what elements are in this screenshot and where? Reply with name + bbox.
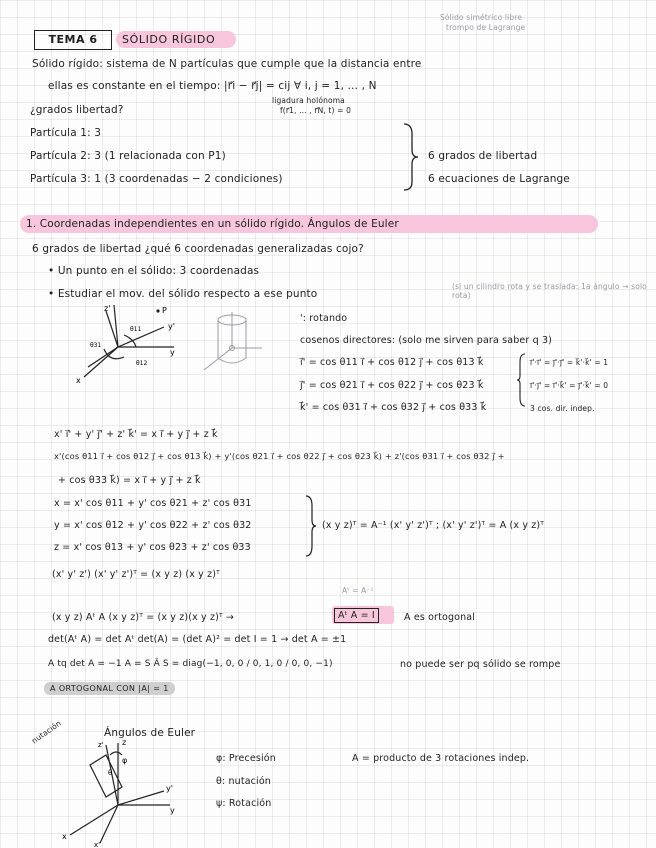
ortho-1: i⃗'·i⃗' = j⃗'·j⃗' = k⃗'·k⃗' = 1 <box>530 358 609 367</box>
label-p: P <box>162 306 167 315</box>
sys-z: z = x' cos θ13 + y' cos θ23 + z' cos θ33 <box>54 542 251 553</box>
vector-eq-2: x'(cos θ11 i⃗ + cos θ12 j⃗ + cos θ13 k⃗) + y'(cos θ21 i⃗ + cos θ22 j⃗ + cos θ23 k⃗) + z'(cos θ31 i⃗ + cos θ32 j⃗ + <box>54 451 505 461</box>
euler-phi: φ <box>122 756 128 765</box>
side-note-1: Sólido simétrico libre <box>440 13 523 22</box>
euler-z: z <box>122 738 127 747</box>
euler-y: y <box>170 806 175 815</box>
euler-xprime: x' <box>94 841 101 848</box>
theta-label: θ: nutación <box>216 776 271 787</box>
orthogonal-label: A es ortogonal <box>404 612 476 623</box>
axes-diagram <box>74 305 174 385</box>
at-note: Aᵗ = A⁻¹ <box>342 586 374 595</box>
eq-k-prime: k⃗' = cos θ31 i⃗ + cos θ32 j⃗ + cos θ33 k⃗ <box>300 402 487 413</box>
row-eq-2: (x y z) Aᵗ A (x y z)ᵀ = (x y z)(x y z)ᵀ → <box>52 612 235 623</box>
rotando-label: ': rotando <box>300 313 348 324</box>
left-brace <box>517 352 527 408</box>
dof-question: ¿grados libertad? <box>30 104 124 116</box>
page-title: SÓLIDO RÍGIDO <box>122 33 216 46</box>
ortho-2: i⃗'·j⃗' = i⃗'·k⃗' = j⃗'·k⃗' = 0 <box>530 381 609 390</box>
particle-2: Partícula 2: 3 (1 relacionada con P1) <box>30 150 226 162</box>
sys-y: y = x' cos θ12 + y' cos θ22 + z' cos θ32 <box>54 520 252 531</box>
label-x: x <box>76 376 81 385</box>
euler-heading: Ángulos de Euler <box>104 727 196 739</box>
phi-label: φ: Precesión <box>216 753 276 764</box>
lagrange-result: 6 ecuaciones de Lagrange <box>428 173 570 185</box>
sys-x: x = x' cos θ11 + y' cos θ21 + z' cos θ31 <box>54 498 252 509</box>
euler-zprime: z' <box>98 741 104 749</box>
right-brace <box>402 122 422 192</box>
bullet-study: • Estudiar el mov. del sólido respecto a ese punto <box>48 288 318 300</box>
dof-result: 6 grados de libertad <box>428 150 538 162</box>
rotations-product: A = producto de 3 rotaciones indep. <box>352 753 530 764</box>
ligadura-eq: f(r⃗1, … , r⃗N, t) = 0 <box>280 106 351 115</box>
counter-note: no puede ser pq sólido se rompe <box>400 659 561 670</box>
vector-eq-3: + cos θ33 k⃗) = x i⃗ + y j⃗ + z k⃗ <box>58 475 201 486</box>
particle-1: Partícula 1: 3 <box>30 127 102 139</box>
vector-eq-1: x' i⃗' + y' j⃗' + z' k⃗' = x i⃗ + y j⃗ + z k⃗ <box>54 429 218 440</box>
section-heading: 1. Coordenadas independientes en un sólido rígido. Ángulos de Euler <box>26 218 399 230</box>
counter-example: A tq det A = −1 A = S Â S = diag(−1, 0, 0 / 0, 1, 0 / 0, 0, −1) <box>48 659 333 669</box>
ortho-3: 3 cos. dir. indep. <box>530 404 595 413</box>
boxed-orthogonal: Aᵗ A = I <box>334 608 379 623</box>
intro-line-2: ellas es constante en el tiempo: |r⃗i − r⃗j| = cij ∀ i, j = 1, … , N <box>48 80 377 92</box>
euler-yprime: y' <box>166 784 173 793</box>
system-brace <box>304 494 316 558</box>
bullet-point: • Un punto en el sólido: 3 coordenadas <box>48 265 260 277</box>
determinant-eq: det(Aᵗ A) = det Aᵗ det(A) = (det A)² = det I = 1 → det A = ±1 <box>48 634 347 645</box>
label-zprime: z' <box>104 304 111 313</box>
tema-box: TEMA 6 <box>34 30 112 50</box>
intro-line-1: Sólido rígido: sistema de N partículas que cumple que la distancia entre <box>32 58 422 70</box>
label-theta11: θ11 <box>130 326 142 333</box>
nutacion-label: nutación <box>30 718 63 746</box>
eq-j-prime: j⃗' = cos θ21 i⃗ + cos θ22 j⃗ + cos θ23 k⃗ <box>300 380 484 391</box>
label-theta31: θ31 <box>90 342 102 349</box>
label-y: y <box>170 348 175 357</box>
cosenos-label: cosenos directores: (solo me sirven para saber q 3) <box>300 335 552 346</box>
row-eq-1: (x' y' z') (x' y' z')ᵀ = (x y z) (x y z)ᵀ <box>52 569 220 580</box>
euler-x: x <box>62 832 67 841</box>
eq-i-prime: i⃗' = cos θ11 i⃗ + cos θ12 j⃗ + cos θ13 k⃗ <box>300 357 484 368</box>
psi-label: ψ: Rotación <box>216 798 272 809</box>
euler-diagram <box>60 735 175 848</box>
matrix-relations: (x y z)ᵀ = A⁻¹ (x' y' z')ᵀ ; (x' y' z')ᵀ = A (x y z)ᵀ <box>322 520 545 531</box>
cylinder-sketch <box>200 308 270 378</box>
label-theta12: θ12 <box>136 360 148 367</box>
particle-3: Partícula 3: 1 (3 coordenadas − 2 condiciones) <box>30 173 283 185</box>
grey-note: (si un cilindro rota y se traslada: 1a ángulo → solo rota) <box>452 282 647 300</box>
euler-theta: θ <box>108 769 113 777</box>
section-question: 6 grados de libertad ¿qué 6 coordenadas generalizadas cojo? <box>32 243 364 255</box>
orthogonal-tag: A ORTOGONAL CON |A| = 1 <box>44 682 175 695</box>
label-yprime: y' <box>168 322 175 331</box>
ligadura-label: ligadura holónoma <box>272 96 345 105</box>
side-note-2: trompo de Lagrange <box>446 23 526 32</box>
